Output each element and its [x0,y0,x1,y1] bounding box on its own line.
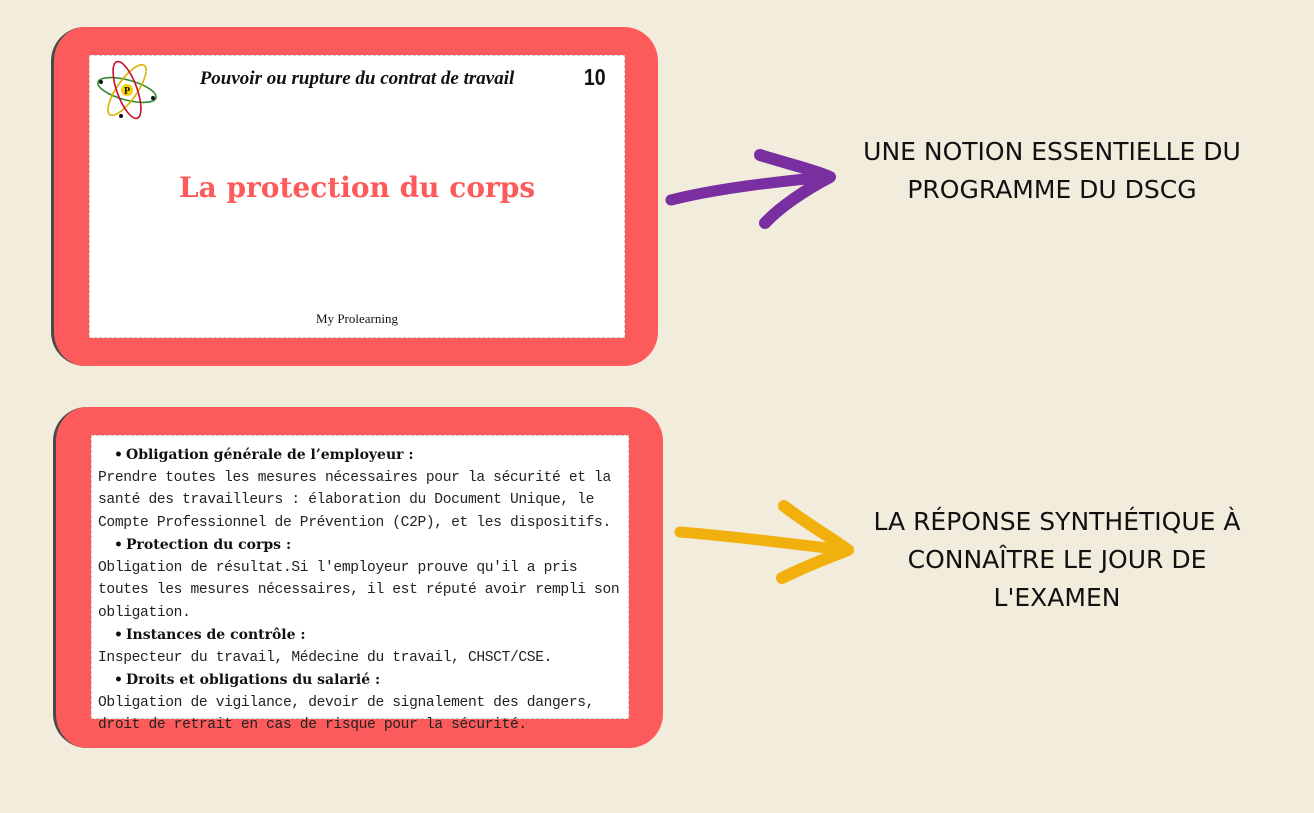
bullet-icon: • [114,627,123,643]
card-number: 10 [584,64,606,90]
section-title: • Instances de contrôle : [98,624,622,647]
arrow-right-icon [665,145,845,230]
section-body: Inspecteur du travail, Médecine du travail, CHSCT/CSE. [98,649,553,666]
back-flashcard [53,407,663,748]
answer-section [98,534,622,624]
bullet-icon: • [114,447,123,463]
answer-content [98,444,622,737]
caption-synthetic-answer: LA RÉPONSE SYNTHÉTIQUE À CONNAÎTRE LE JOUR DE L'EXAMEN [873,507,1241,612]
bullet-icon: • [114,537,123,553]
section-title: • Protection du corps : [98,534,622,557]
section-title: • Obligation générale de l’employeur : [98,444,622,467]
answer-section [98,669,622,737]
section-title: • Droits et obligations du salarié : [98,669,622,692]
section-body: Obligation de résultat.Si l'employeur prouve qu'il a pris toutes les mesures nécessaires, il est réputé avoir rempli son obligation. [98,559,620,621]
back-card-face [91,435,629,733]
front-flashcard [51,27,658,366]
caption-essential-notion: UNE NOTION ESSENTIELLE DU PROGRAMME DU DSCG [863,137,1241,204]
arrow-right-icon [672,496,862,586]
card-heading: La protection du corps [178,171,536,204]
front-card-face [89,55,625,338]
answer-section [98,444,622,534]
card-footer: My Prolearning [316,311,398,326]
logo-letter: P [123,86,131,97]
answer-section [98,624,622,669]
section-body: Obligation de vigilance, devoir de signalement des dangers, droit de retrait en cas de risque pour la sécurité. [98,694,595,733]
bullet-icon: • [114,672,123,688]
section-body: Prendre toutes les mesures nécessaires pour la sécurité et la santé des travailleurs : élaboration du Document Unique, le Compte Professionnel de Prévention (C2P), et les dispositifs. [98,469,611,531]
card-topic-title: Pouvoir ou rupture du contrat de travail [199,68,515,89]
